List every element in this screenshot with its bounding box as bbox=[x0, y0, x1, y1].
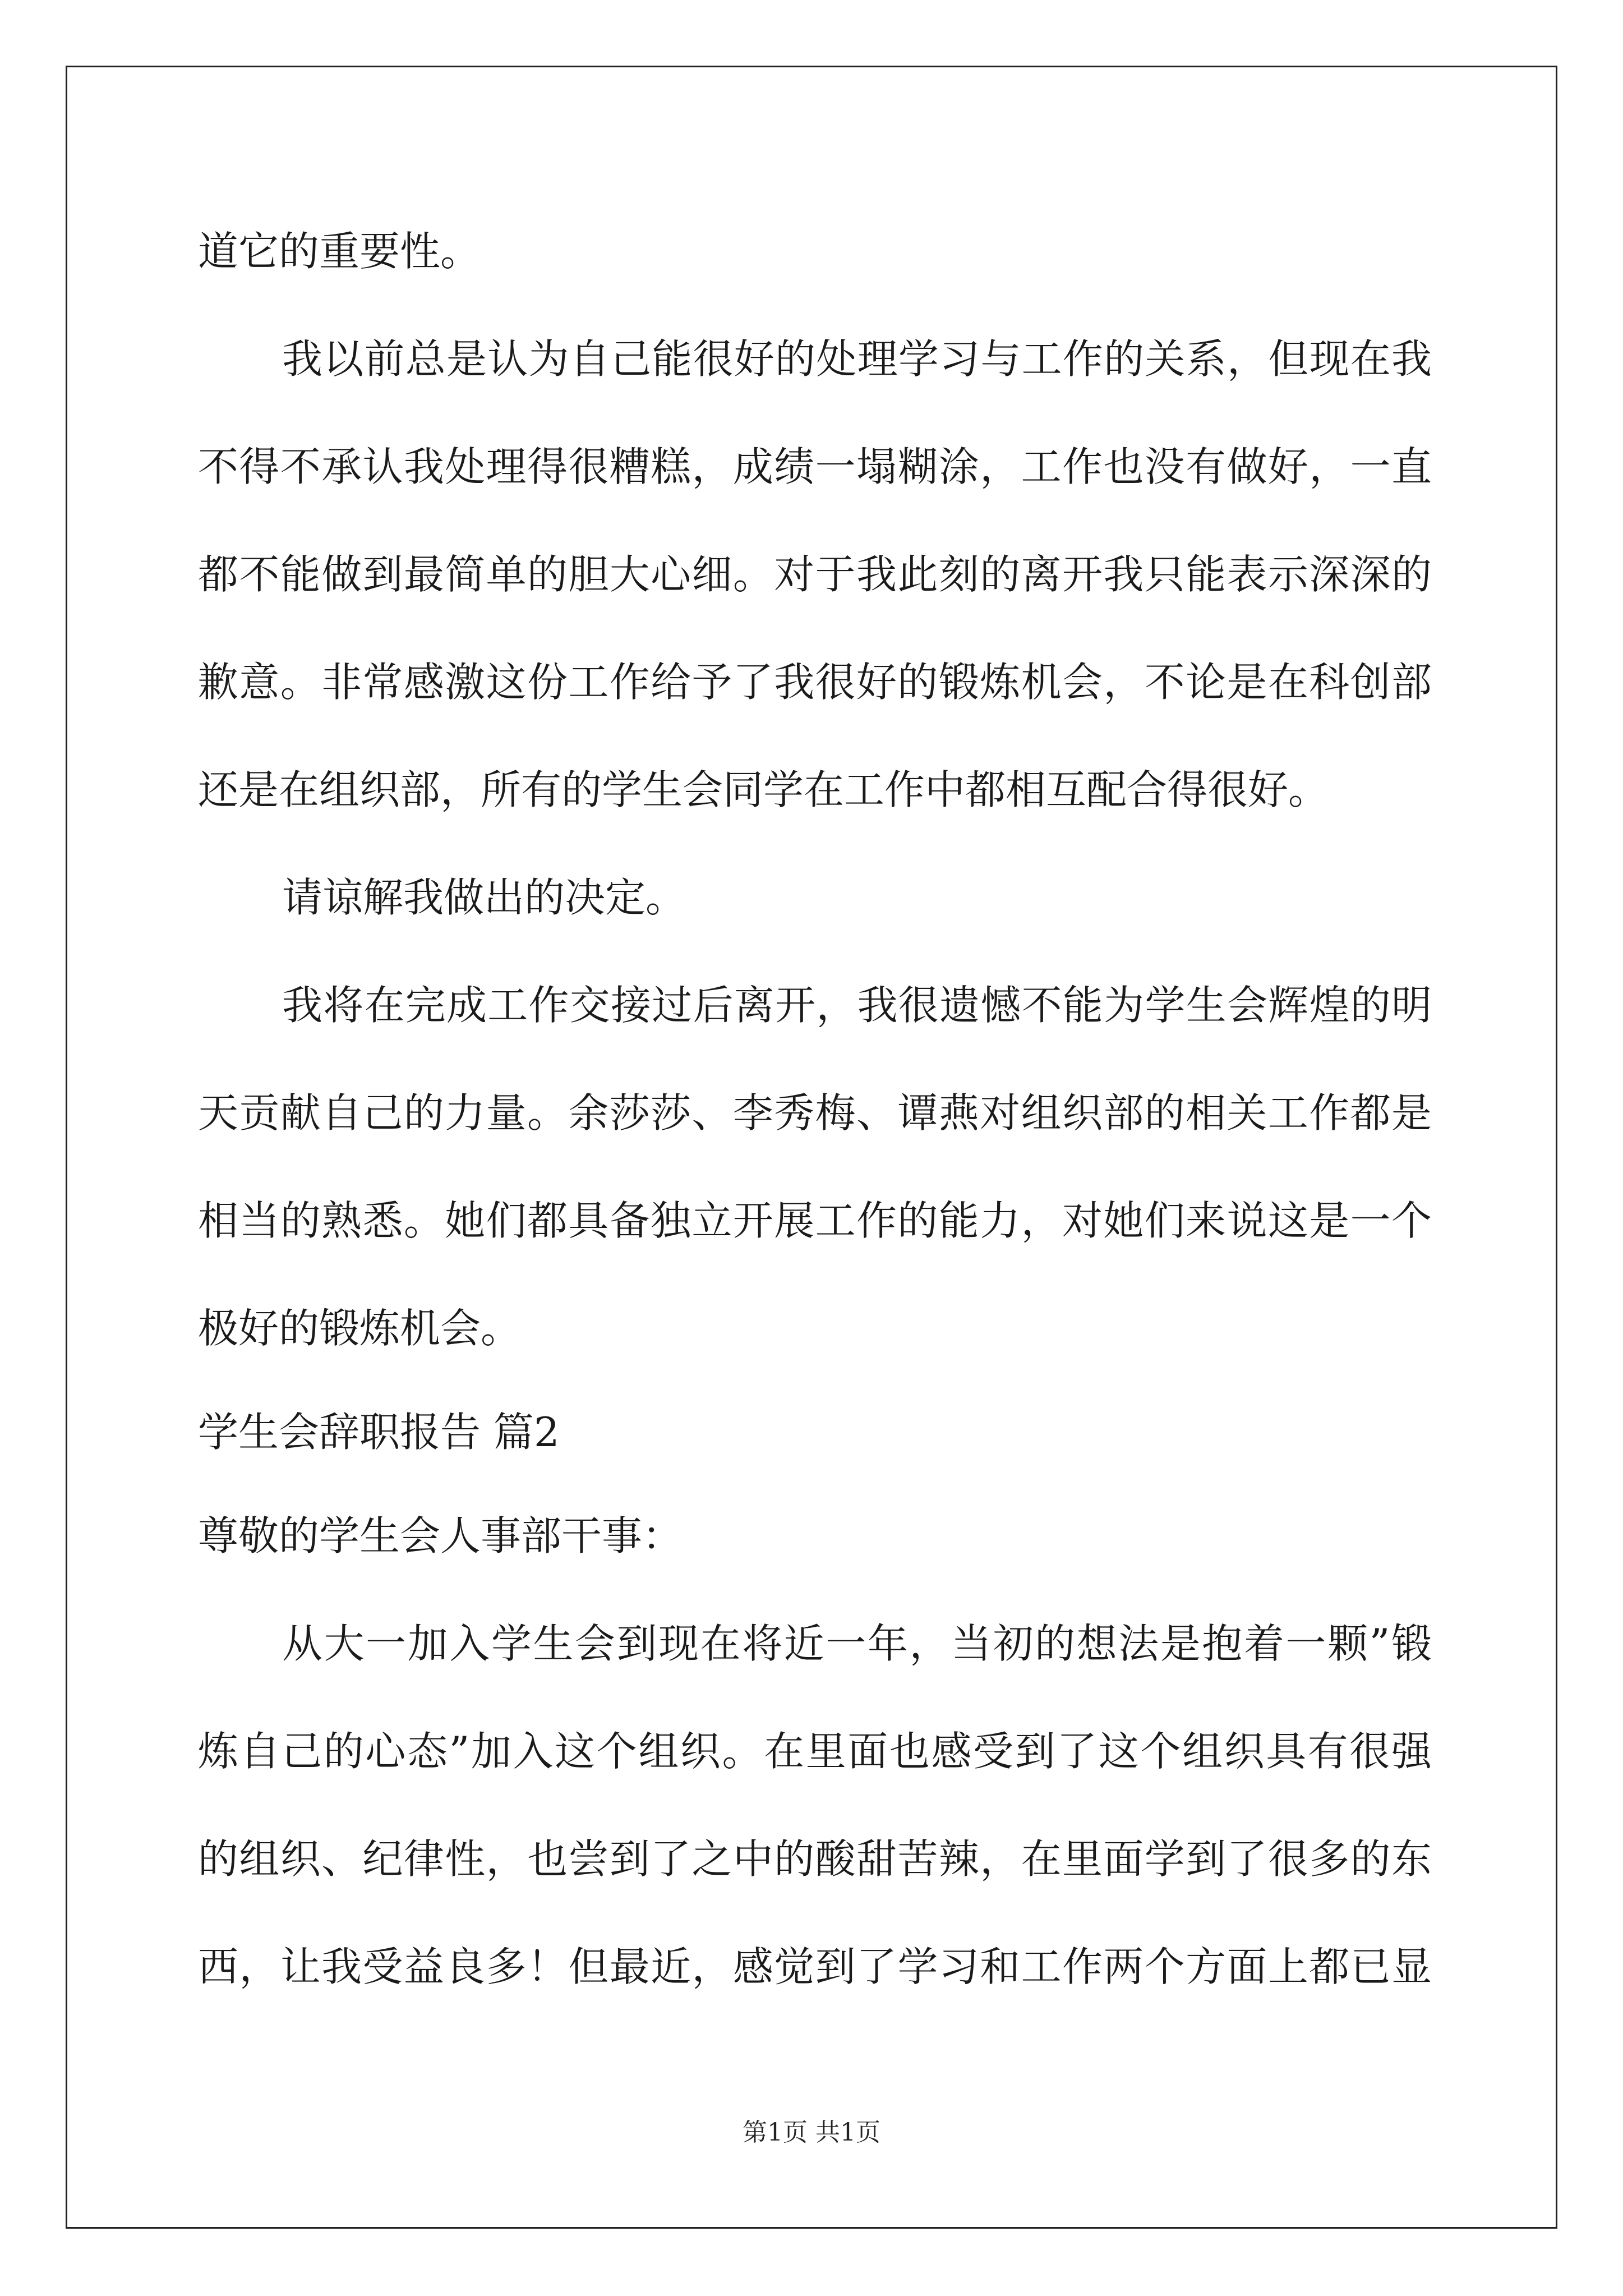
paragraph-first-line: 请谅解我做出的决定。 bbox=[282, 874, 686, 921]
section-heading: 学生会辞职报告 篇2 bbox=[198, 1409, 560, 1456]
text-line: 相当的熟悉。她们都具备独立开展工作的能力，对她们来说这是一个 bbox=[198, 1197, 1432, 1244]
text-line: 炼自己的心态”加入这个组织。在里面也感受到了这个组织具有很强 bbox=[198, 1728, 1432, 1775]
text-line: 不得不承认我处理得很糟糕，成绩一塌糊涂，工作也没有做好，一直 bbox=[198, 443, 1432, 490]
paragraph-first-line: 我以前总是认为自己能很好的处理学习与工作的关系，但现在我 bbox=[282, 335, 1432, 383]
paragraph-first-line: 从大一加入学生会到现在将近一年，当初的想法是抱着一颗”锻 bbox=[282, 1620, 1432, 1667]
text-line: 的组织、纪律性，也尝到了之中的酸甜苦辣，在里面学到了很多的东 bbox=[198, 1835, 1432, 1883]
salutation: 尊敬的学生会人事部干事： bbox=[198, 1512, 683, 1559]
paragraph-first-line: 我将在完成工作交接过后离开，我很遗憾不能为学生会辉煌的明 bbox=[282, 982, 1432, 1029]
text-line: 天贡献自己的力量。余莎莎、李秀梅、谭燕对组织部的相关工作都是 bbox=[198, 1089, 1432, 1137]
text-line: 道它的重要性。 bbox=[198, 228, 481, 275]
text-line: 歉意。非常感激这份工作给予了我很好的锻炼机会，不论是在科创部 bbox=[198, 659, 1432, 706]
page-border bbox=[66, 66, 1557, 2229]
text-line: 极好的锻炼机会。 bbox=[198, 1305, 522, 1352]
text-line: 还是在组织部，所有的学生会同学在工作中都相互配合得很好。 bbox=[198, 766, 1329, 813]
text-line: 都不能做到最简单的胆大心细。对于我此刻的离开我只能表示深深的 bbox=[198, 551, 1432, 598]
page-number: 第1页 共1页 bbox=[743, 2118, 880, 2147]
text-line: 西，让我受益良多！但最近，感觉到了学习和工作两个方面上都已显 bbox=[198, 1943, 1432, 1990]
